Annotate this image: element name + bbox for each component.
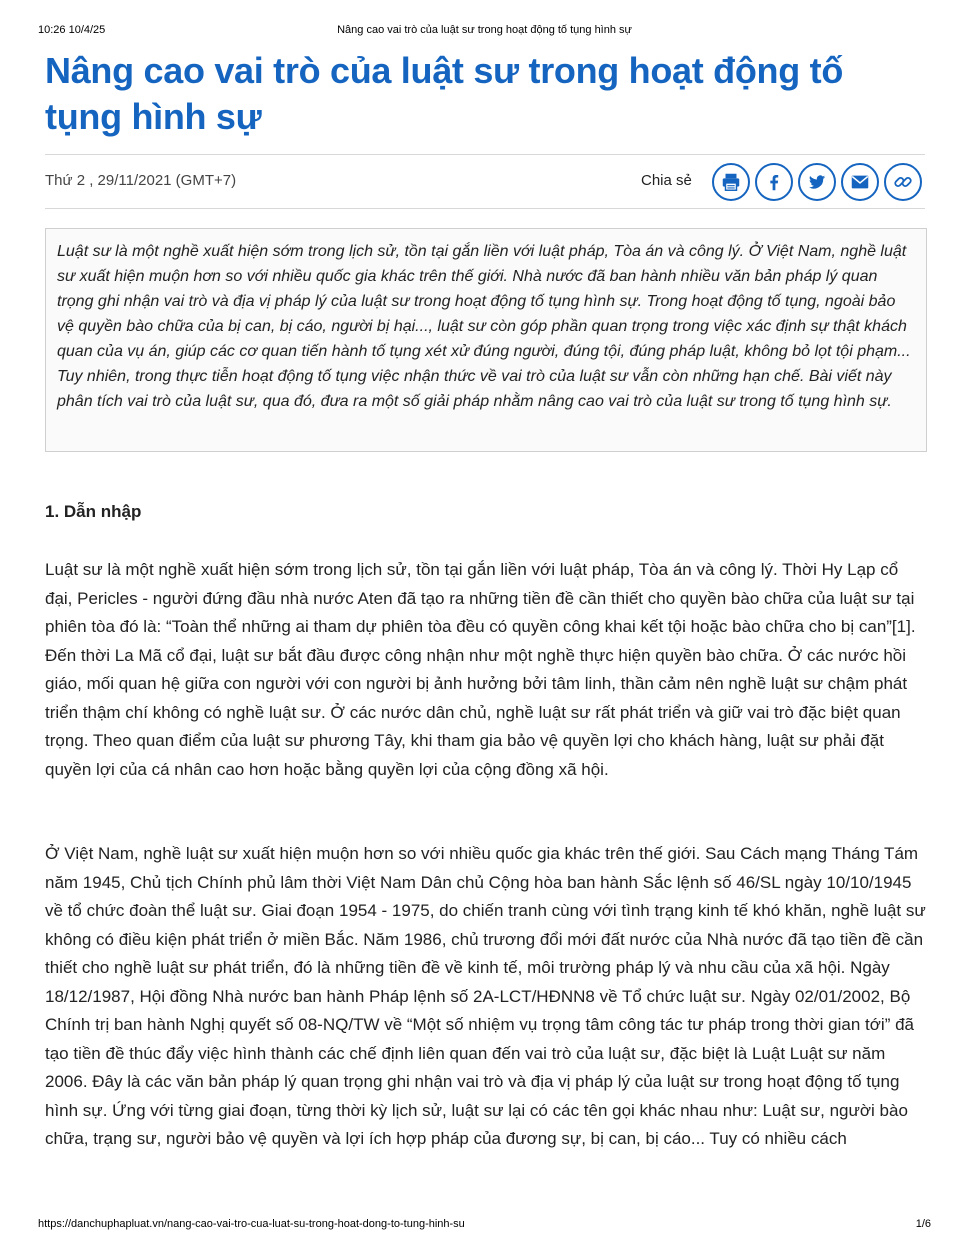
facebook-share-button[interactable] <box>755 163 793 201</box>
link-icon <box>892 171 914 193</box>
email-icon <box>849 171 871 193</box>
share-label: Chia sẻ <box>641 172 692 189</box>
page-number: 1/6 <box>915 1218 931 1230</box>
twitter-share-button[interactable] <box>798 163 836 201</box>
section-heading: 1. Dẫn nhập <box>45 502 142 521</box>
print-doc-title: Nâng cao vai trò của luật sư trong hoạt động tố tụng hình sự <box>337 24 632 36</box>
print-icon <box>720 171 742 193</box>
print-footer <box>38 1218 931 1232</box>
divider-bottom <box>45 208 925 209</box>
article-paragraph: Luật sư là một nghề xuất hiện sớm trong lịch sử, tồn tại gắn liền với luật pháp, Tòa án và công lý. Thời Hy Lạp cổ đại, Pericles - người đứng đầu nhà nước Aten đã tạo ra những tiền đề cần thiết cho quyền bào chữa của luật sư tại phiên tòa đó là: “Toàn thể những ai tham dự phiên tòa đều có quyền công khai kết tội hoặc bào chữa cho bị can”[1]. Đến thời La Mã cổ đại, luật sư bắt đầu được công nhận như một nghề thực hiện quyền bào chữa. Ở các nước hồi giáo, mối quan hệ giữa con người với con người bị ảnh hưởng bởi tâm linh, thần cảm nên nghề luật sư chậm phát triển thậm chí không có nghề luật sư. Ở các nước dân chủ, nghề luật sư rất phát triển và giữ vai trò đặc biệt quan trọng. Theo quan điểm của luật sư phương Tây, khi tham gia bảo vệ quyền lợi cho khách hàng, luật sư phải đặt quyền lợi của cá nhân cao hơn hoặc bằng quyền lợi của cộng đồng xã hội. <box>45 560 916 779</box>
twitter-icon <box>806 171 828 193</box>
facebook-icon <box>763 171 785 193</box>
email-share-button[interactable] <box>841 163 879 201</box>
divider-top <box>45 154 925 155</box>
print-header <box>38 24 931 38</box>
print-datetime: 10:26 10/4/25 <box>38 24 106 36</box>
print-url: https://danchuphapluat.vn/nang-cao-vai-tro-cua-luat-su-trong-hoat-dong-to-tung-hinh-su <box>38 1218 465 1230</box>
article-title: Nâng cao vai trò của luật sư trong hoạt động tố tụng hình sự <box>45 50 844 137</box>
article-paragraph: Ở Việt Nam, nghề luật sư xuất hiện muộn hơn so với nhiều quốc gia khác trên thế giới. Sau Cách mạng Tháng Tám năm 1945, Chủ tịch Chính phủ lâm thời Việt Nam Dân chủ Cộng hòa ban hành Sắc lệnh số 46/SL ngày 10/10/1945 về tổ chức đoàn thể luật sư. Giai đoạn 1954 - 1975, do chiến tranh cùng với tình trạng kinh tế khó khăn, nghề luật sư không có điều kiện phát triển ở miền Bắc. Năm 1986, chủ trương đổi mới đất nước của Nhà nước đã tạo tiền đề cần thiết cho nghề luật sư phát triển, đó là những tiền đề về kinh tế, môi trường pháp lý và nhu cầu của xã hội. Ngày 18/12/1987, Hội đồng Nhà nước ban hành Pháp lệnh số 2A-LCT/HĐNN8 về Tổ chức luật sư. Ngày 02/01/2002, Bộ Chính trị ban hành Nghị quyết số 08-NQ/TW về “Một số nhiệm vụ trọng tâm công tác tư pháp trong thời gian tới” đã tạo tiền đề thúc đẩy việc hình thành các chế định liên quan đến vai trò của luật sư, đặc biệt là Luật Luật sư năm 2006. Đây là các văn bản pháp lý quan trọng ghi nhận vai trò và địa vị pháp lý của luật sư trong hoạt động tố tụng hình sự. Ứng với từng giai đoạn, từng thời kỳ lịch sử, luật sư lại có các tên gọi khác nhau như: Luật sư, người bào chữa, trạng sư, người bảo vệ quyền và lợi ích hợp pháp của đương sự, bị can, bị cáo... Tuy có nhiều cách <box>45 844 926 1148</box>
copy-link-button[interactable] <box>884 163 922 201</box>
article-summary: Luật sư là một nghề xuất hiện sớm trong lịch sử, tồn tại gắn liền với luật pháp, Tòa án và công lý. Ở Việt Nam, nghề luật sư xuất hiện muộn hơn so với nhiều quốc gia khác trên thế giới. Nhà nước đã ban hành nhiều văn bản pháp lý quan trọng ghi nhận vai trò và địa vị pháp lý của luật sư trong hoạt động tố tụng hình sự. Trong hoạt động tố tụng, ngoài bảo vệ quyền bào chữa của bị can, bị cáo, người bị hại..., luật sư còn góp phần quan trọng trong việc xác định sự thật khách quan của vụ án, giúp các cơ quan tiến hành tố tụng xét xử đúng người, đúng tội, đúng pháp luật, không bỏ lọt tội phạm... Tuy nhiên, trong thực tiễn hoạt động tố tụng việc nhận thức về vai trò của luật sư vẫn còn những hạn chế. Bài viết này phân tích vai trò của luật sư, qua đó, đưa ra một số giải pháp nhằm nâng cao vai trò của luật sư trong tố tụng hình sự. <box>45 228 927 452</box>
article-date: Thứ 2 , 29/11/2021 (GMT+7) <box>45 172 237 189</box>
print-button[interactable] <box>712 163 750 201</box>
